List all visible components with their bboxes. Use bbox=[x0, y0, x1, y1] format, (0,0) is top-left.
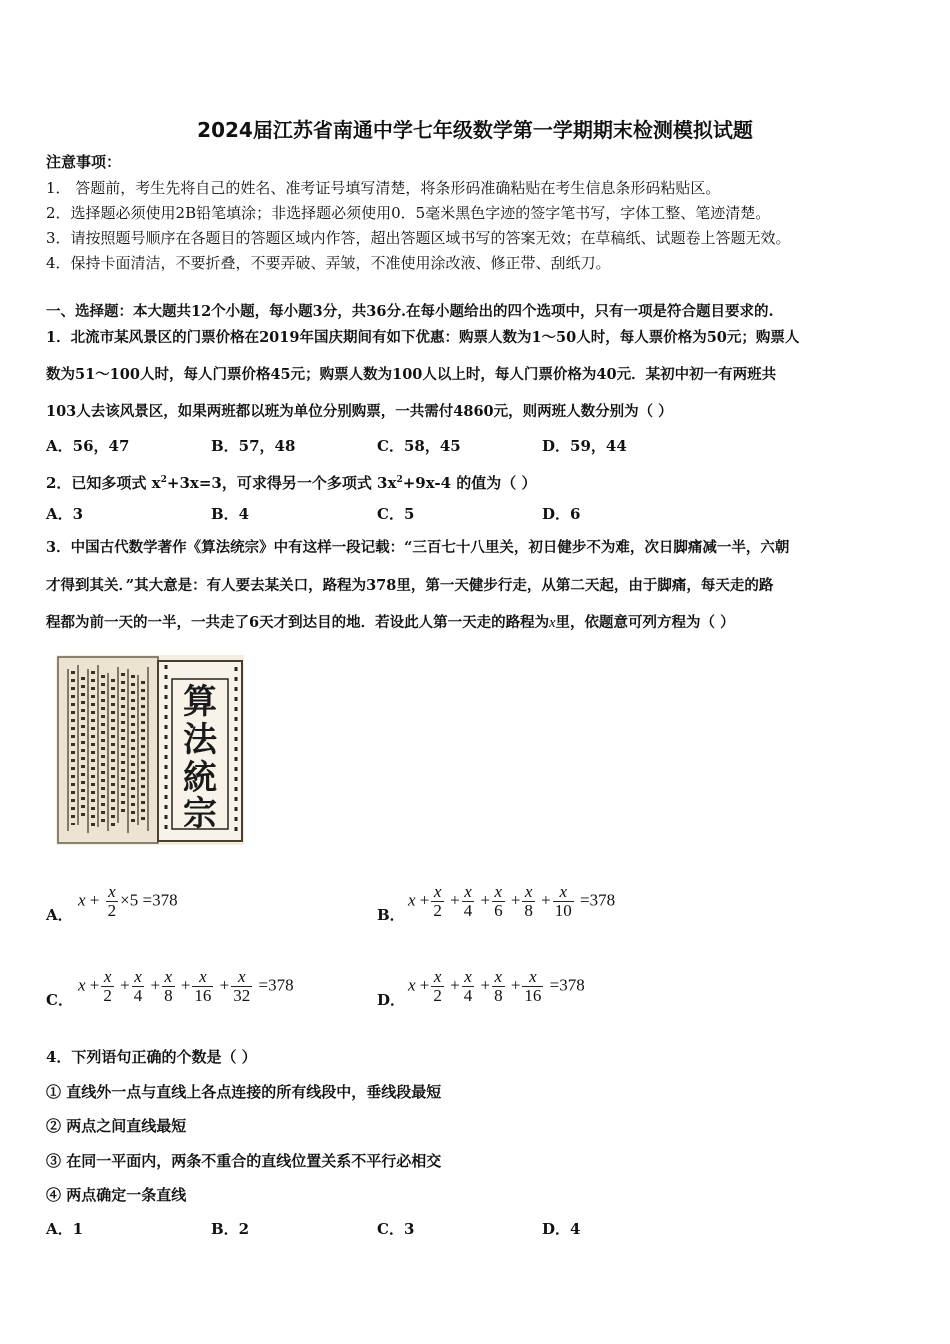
eqC-fraction-5 bbox=[231, 968, 252, 1005]
q3-option-a-label: A． bbox=[46, 906, 73, 924]
q1-option-d: D．59，44 bbox=[542, 437, 627, 455]
eqC-fraction-3 bbox=[162, 968, 175, 1005]
eqC-fraction-2 bbox=[132, 968, 145, 1005]
eqC-denominator-5: 32 bbox=[233, 986, 251, 1005]
eqB-plus-1: + bbox=[419, 890, 430, 910]
eqB-plus-3: + bbox=[480, 890, 491, 910]
q3-variable: x bbox=[549, 615, 556, 631]
eqD-denominator-4: 16 bbox=[524, 986, 542, 1005]
q3-equation-c bbox=[78, 968, 294, 1005]
eqC-fraction-4 bbox=[192, 968, 213, 1005]
book-title-char-3: 統 bbox=[183, 758, 217, 798]
eqD-plus-2: + bbox=[450, 975, 460, 995]
eqC-x: x bbox=[78, 975, 86, 995]
eqC-denominator-3: 8 bbox=[164, 986, 173, 1005]
eqB-denominator-4: 8 bbox=[524, 901, 533, 920]
eqC-plus-5: + bbox=[219, 975, 230, 995]
eqC-tail: =378 bbox=[254, 975, 294, 995]
eqB-fraction-3 bbox=[492, 883, 505, 920]
eqD-plus-1: + bbox=[419, 975, 430, 995]
eqB-denominator-3: 6 bbox=[494, 901, 503, 920]
eqB-numerator-3: x bbox=[492, 883, 505, 902]
eqB-tail: =378 bbox=[575, 890, 616, 910]
q2-stem bbox=[46, 470, 537, 493]
eqB-fraction-5 bbox=[553, 883, 574, 920]
eqB-numerator-2: x bbox=[462, 883, 475, 902]
q4-option-b: B．2 bbox=[211, 1220, 250, 1238]
notice-item-2: 2．选择题必须使用2B铅笔填涂；非选择题必须使用0．5毫米黑色字迹的签字笔书写，字体工整、笔迹清楚。 bbox=[46, 204, 771, 222]
eqC-numerator-2: x bbox=[132, 968, 145, 987]
eqC-denominator-2: 4 bbox=[133, 986, 143, 1005]
eqB-denominator-2: 4 bbox=[463, 901, 473, 920]
q4-item-3: ③ 在同一平面内，两条不重合的直线位置关系不平行必相交 bbox=[46, 1152, 442, 1170]
eqD-plus-4: + bbox=[510, 975, 521, 995]
q1-option-c: C．58，45 bbox=[377, 437, 461, 455]
eqB-x: x bbox=[408, 890, 416, 910]
eqA-tail: ×5 =378 bbox=[120, 890, 178, 910]
eqB-numerator-5: x bbox=[553, 883, 574, 902]
q3-option-c-label: C． bbox=[46, 991, 73, 1009]
notice-heading: 注意事项： bbox=[46, 153, 122, 171]
eqC-denominator-4: 16 bbox=[194, 986, 212, 1005]
q1-option-a: A．56，47 bbox=[46, 437, 130, 455]
section-heading: 一、选择题：本大题共12个小题，每小题3分，共36分.在每小题给出的四个选项中，只有一项是符合题目要求的. bbox=[46, 303, 774, 320]
eqA-x: x bbox=[78, 890, 86, 910]
eqB-fraction-4 bbox=[522, 883, 535, 920]
q4-option-d: D．4 bbox=[542, 1220, 581, 1238]
eqC-fraction-1 bbox=[101, 968, 114, 1005]
q4-stem: 4．下列语句正确的个数是（ ） bbox=[46, 1048, 257, 1066]
eqA-fraction: $\frac{x}{2}$ bbox=[107, 882, 117, 920]
q2-option-a: A．3 bbox=[46, 505, 84, 523]
q4-option-c: C．3 bbox=[377, 1220, 415, 1238]
eqC-denominator-1: 2 bbox=[103, 986, 112, 1005]
eqB-numerator-1: x bbox=[431, 883, 444, 902]
eqB-denominator-5: 10 bbox=[554, 901, 572, 920]
eqA-plus: + bbox=[89, 890, 100, 910]
eqD-tail: =378 bbox=[545, 975, 585, 995]
q1-line-2: 数为51～100人时，每人门票价格45元；购票人数为100人以上时，每人门票价格为40元．某初中初一有两班共 bbox=[46, 366, 777, 383]
q2-stem-post: +9x-4 的值为（ ） bbox=[402, 474, 537, 492]
q2-option-d: D．6 bbox=[542, 505, 581, 523]
eqD-fraction-2 bbox=[462, 968, 475, 1005]
suanfa-tongzong-book-image bbox=[56, 655, 244, 845]
eqB-plus-2: + bbox=[450, 890, 460, 910]
q3-line-3-post: 里，依题意可列方程为（ ） bbox=[555, 614, 735, 631]
eqC-numerator-1: x bbox=[101, 968, 114, 987]
q2-stem-pre: 2．已知多项式 x bbox=[46, 474, 161, 492]
eqC-numerator-5: x bbox=[231, 968, 252, 987]
q4-item-4: ④ 两点确定一条直线 bbox=[46, 1186, 187, 1204]
q2-sup-1: 2 bbox=[160, 475, 167, 485]
q4-option-a: A．1 bbox=[46, 1220, 84, 1238]
eqD-fraction-3 bbox=[492, 968, 505, 1005]
q3-line-3-pre: 程都为前一天的一半，一共走了6天才到达目的地．若设此人第一天走的路程为 bbox=[46, 614, 550, 631]
eqD-numerator-4: x bbox=[522, 968, 543, 987]
book-title-char-2: 法 bbox=[183, 720, 217, 760]
eqB-denominator-1: 2 bbox=[433, 901, 442, 920]
q3-line-2: 才得到其关．”其大意是：有人要去某关口，路程为378里，第一天健步行走，从第二天起，由于脚痛，每天走的路 bbox=[46, 577, 774, 594]
q3-option-d-label: D． bbox=[377, 991, 406, 1009]
q4-item-1: ① 直线外一点与直线上各点连接的所有线段中，垂线段最短 bbox=[46, 1083, 442, 1101]
eqD-denominator-1: 2 bbox=[433, 986, 442, 1005]
notice-item-4: 4．保持卡面清洁，不要折叠，不要弄破、弄皱，不准使用涂改液、修正带、刮纸刀。 bbox=[46, 254, 611, 272]
q1-line-3: 103人去该风景区，如果两班都以班为单位分别购票，一共需付4860元，则两班人数分别为（ ） bbox=[46, 403, 673, 420]
page-title: 2024届江苏省南通中学七年级数学第一学期期末检测模拟试题 bbox=[197, 118, 753, 142]
eqD-plus-3: + bbox=[480, 975, 491, 995]
book-title-char-4: 宗 bbox=[183, 794, 217, 834]
q3-equation-a bbox=[78, 883, 178, 920]
eqC-plus-4: + bbox=[180, 975, 191, 995]
notice-item-1: 1． 答题前，考生先将自己的姓名、准考证号填写清楚，将条形码准确粘贴在考生信息条形码粘贴区。 bbox=[46, 179, 721, 197]
eqD-denominator-2: 4 bbox=[463, 986, 473, 1005]
q3-equation-b bbox=[408, 883, 615, 920]
eqD-numerator-2: x bbox=[462, 968, 475, 987]
q3-equation-d bbox=[408, 968, 585, 1005]
eqD-x: x bbox=[408, 975, 416, 995]
q1-option-b: B．57，48 bbox=[211, 437, 296, 455]
notice-item-3: 3．请按照题号顺序在各题目的答题区域内作答，超出答题区域书写的答案无效；在草稿纸、试题卷上答题无效。 bbox=[46, 229, 791, 247]
q3-line-1: 3．中国古代数学著作《算法统宗》中有这样一段记载：“三百七十八里关，初日健步不为难，次日脚痛减一半，六朝 bbox=[46, 539, 790, 556]
eqC-plus-1: + bbox=[89, 975, 100, 995]
book-title-char-1: 算 bbox=[183, 682, 217, 722]
q3-option-b-label: B． bbox=[377, 906, 405, 924]
q2-sup-2: 2 bbox=[396, 475, 403, 485]
eqB-plus-5: + bbox=[541, 890, 551, 910]
eqB-numerator-4: x bbox=[522, 883, 535, 902]
eqB-fraction-1 bbox=[431, 883, 444, 920]
eqD-fraction-1 bbox=[431, 968, 444, 1005]
q2-option-b: B．4 bbox=[211, 505, 250, 523]
eqC-plus-3: + bbox=[150, 975, 161, 995]
q2-option-c: C．5 bbox=[377, 505, 415, 523]
eqD-numerator-3: x bbox=[492, 968, 505, 987]
eqC-numerator-4: x bbox=[192, 968, 213, 987]
eqD-numerator-1: x bbox=[431, 968, 444, 987]
q3-line-3 bbox=[46, 613, 735, 633]
eqB-plus-4: + bbox=[510, 890, 521, 910]
eqD-fraction-4 bbox=[522, 968, 543, 1005]
eqC-numerator-3: x bbox=[162, 968, 175, 987]
q1-line-1: 1．北流市某风景区的门票价格在2019年国庆期间有如下优惠：购票人数为1～50人时，每人票价格为50元；购票人 bbox=[46, 329, 800, 346]
q2-stem-mid: +3x=3，可求得另一个多项式 3x bbox=[166, 474, 397, 492]
eqC-plus-2: + bbox=[120, 975, 130, 995]
eqB-fraction-2 bbox=[462, 883, 475, 920]
q4-item-2: ② 两点之间直线最短 bbox=[46, 1117, 187, 1135]
eqD-denominator-3: 8 bbox=[494, 986, 503, 1005]
